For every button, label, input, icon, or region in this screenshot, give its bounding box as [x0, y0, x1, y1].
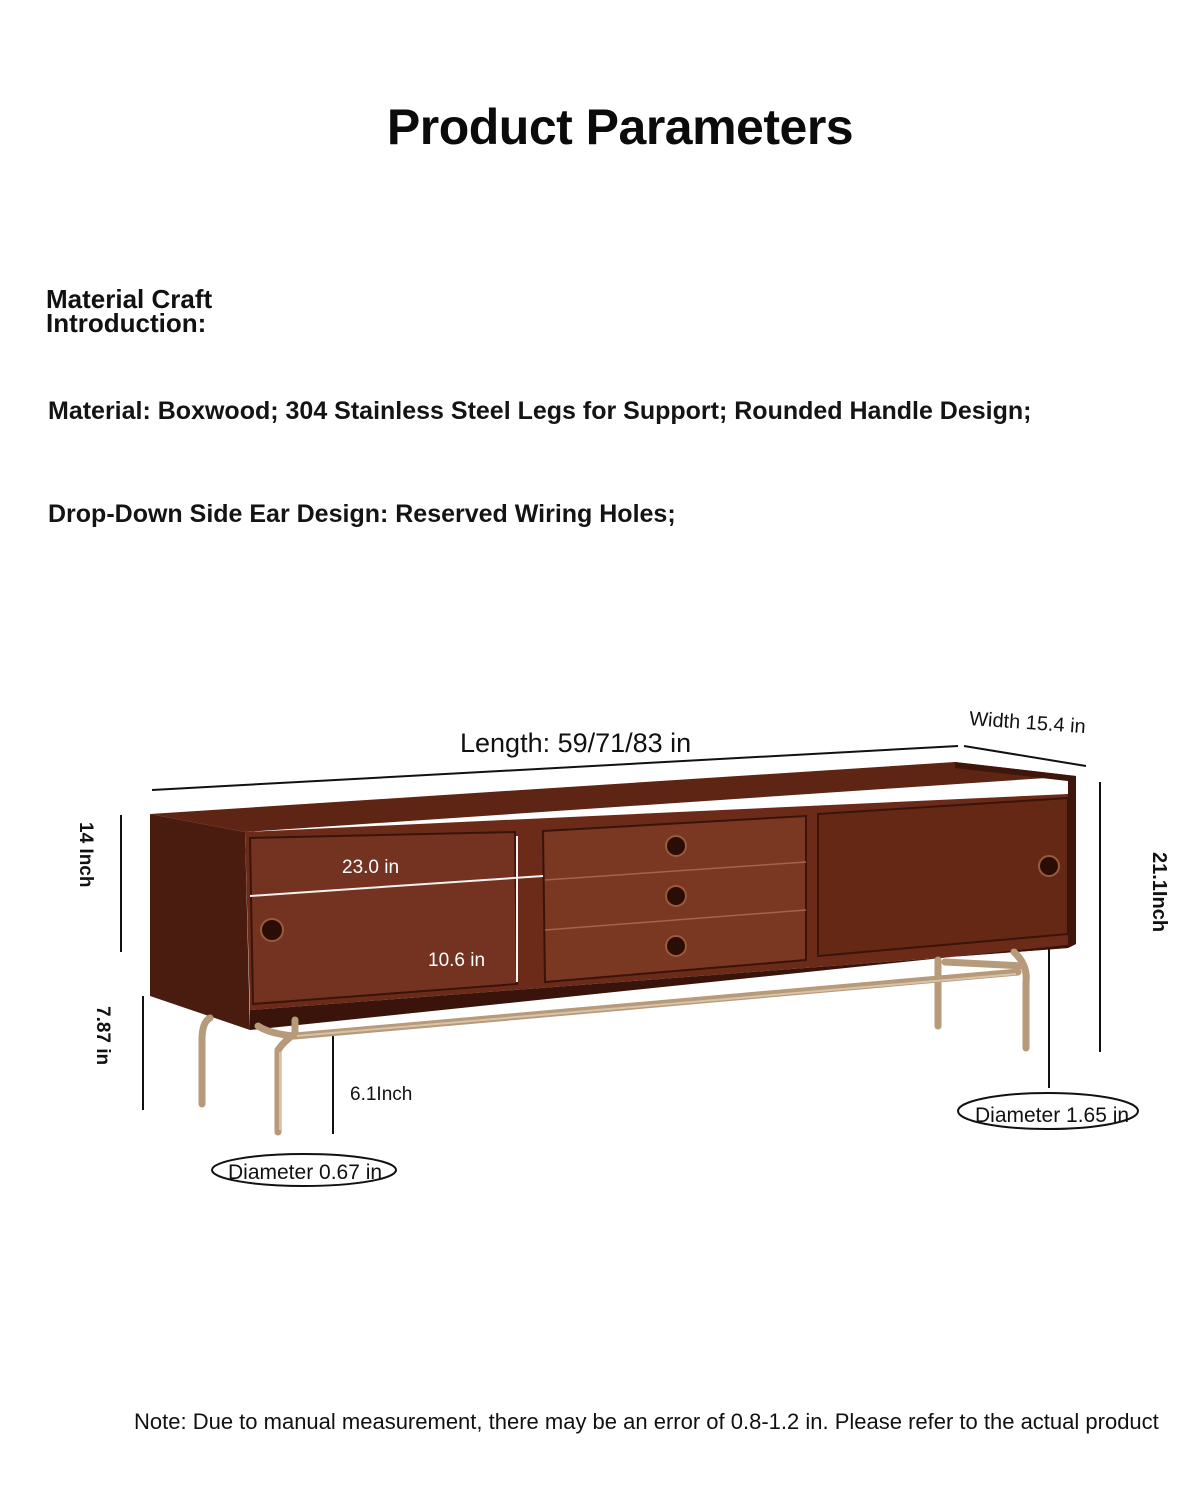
spec-material: Material: Boxwood; 304 Stainless Steel Legs for Support; Rounded Handle Design; — [48, 397, 1032, 425]
door-height-label: 10.6 in — [428, 950, 486, 971]
leg-spacing-label: 6.1Inch — [350, 1084, 413, 1105]
spec-design: Drop-Down Side Ear Design: Reserved Wiring Holes; — [48, 500, 676, 528]
cabinet-left-side — [150, 814, 250, 1030]
handle-diameter-label: Diameter 1.65 in — [975, 1104, 1130, 1127]
tv-cabinet-diagram — [0, 690, 1200, 1210]
page-title: Product Parameters — [386, 99, 854, 155]
handle-drawer-2 — [666, 886, 686, 906]
width-dimension-line — [964, 746, 1086, 766]
length-label: Length: 59/71/83 in — [460, 728, 692, 758]
leg-diameter-label: Diameter 0.67 in — [228, 1161, 383, 1184]
intro-line-1: Material Craft — [46, 284, 213, 314]
measurement-note: Note: Due to manual measurement, there may be an error of 0.8-1.2 in. Please refer to the actual product — [134, 1409, 1159, 1434]
right-sliding-door — [818, 798, 1068, 956]
handle-left-door — [261, 919, 283, 941]
cabinet-height-label: 14 Inch — [75, 822, 96, 888]
width-label: Width 15.4 in — [968, 708, 1087, 739]
leg-height-label: 7.87 in — [92, 1006, 113, 1066]
total-height-label: 21.1Inch — [1148, 852, 1170, 933]
handle-right-door — [1039, 856, 1059, 876]
intro-heading — [46, 284, 213, 338]
handle-drawer-3 — [666, 936, 686, 956]
intro-line-2: Introduction: — [46, 308, 207, 338]
door-width-label: 23.0 in — [342, 857, 400, 878]
handle-drawer-1 — [666, 836, 686, 856]
